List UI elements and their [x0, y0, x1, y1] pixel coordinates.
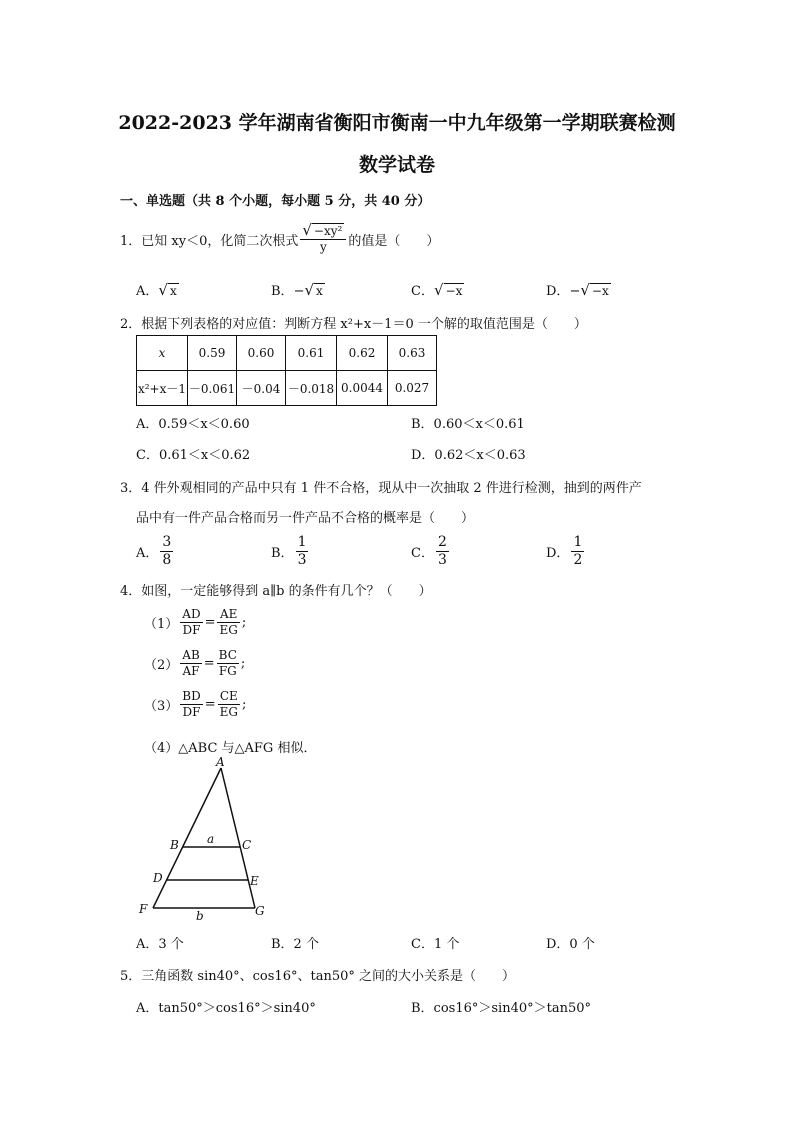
q1-option-c: C．√ −x: [411, 281, 463, 299]
page-title: 2022-2023 学年湖南省衡阳市衡南一中九年级第一学期联赛检测: [118, 112, 676, 134]
table-row: [137, 336, 437, 371]
table-cell: －0.018: [286, 371, 337, 406]
q3-option-d: D． $\frac{1}{2}$: [546, 534, 583, 568]
q3-option-c: C． $\frac{2}{3}$: [411, 534, 447, 568]
label-line-b: b: [196, 909, 204, 923]
q4-option-c: C．1 个: [411, 937, 460, 952]
q4-option-a: A．3 个: [136, 937, 184, 952]
label-d-point: D: [153, 871, 163, 885]
q2-option-a: A．0.59＜x＜0.60: [136, 417, 250, 432]
question-3-stem-line2: 品中有一件产品合格而另一件产品不合格的概率是（ ）: [136, 511, 475, 526]
q1-prefix: 1．已知 xy＜0，化简二次根式: [120, 233, 299, 249]
question-4-stem: 4．如图，一定能够得到 a∥b 的条件有几个？（ ）: [120, 584, 432, 599]
label-line-a: a: [207, 832, 215, 846]
label-b-point: B: [170, 838, 179, 852]
table-cell: 0.0044: [337, 371, 388, 406]
q4-condition-1: （1） $\frac{AD}{DF}$ = $\frac{AE}{EG}$ ;: [144, 607, 247, 637]
label-g-point: G: [255, 904, 265, 918]
label-c-point: C: [242, 838, 252, 852]
label-e-point: E: [250, 874, 259, 888]
q1-radicand: −xy²: [313, 224, 343, 238]
q5-option-b: B．cos16°＞sin40°＞tan50°: [411, 1001, 592, 1016]
q1-denominator: y: [319, 240, 327, 254]
table-cell: 0.027: [388, 371, 437, 406]
q3-option-a: A． $\frac{3}{8}$: [136, 534, 172, 568]
section-heading: 一、单选题（共 8 个小题，每小题 5 分，共 40 分）: [120, 194, 431, 209]
table-cell: 0.63: [388, 336, 437, 371]
question-2-stem: 2．根据下列表格的对应值：判断方程 x²+x－1＝0 一个解的取值范围是（ ）: [120, 317, 587, 332]
q4-condition-4: （4）△ABC 与△AFG 相似．: [144, 741, 317, 756]
table-cell: x: [137, 336, 188, 371]
q2-option-c: C．0.61＜x＜0.62: [136, 448, 251, 463]
q4-condition-3: （3） $\frac{BD}{DF}$ = $\frac{CE}{EG}$ ;: [144, 689, 247, 719]
label-a-point: A: [216, 755, 225, 769]
label-f-point: F: [139, 902, 148, 916]
q1-option-b: B．−√ x: [271, 281, 323, 299]
q1-option-d: D．−√ −x: [546, 281, 609, 299]
q4-option-d: D．0 个: [546, 937, 595, 952]
q1-suffix: 的值是（ ）: [348, 233, 440, 249]
table-cell: －0.04: [237, 371, 286, 406]
table-cell: 0.59: [188, 336, 237, 371]
question-3-stem-line1: 3．4 件外观相同的产品中只有 1 件不合格，现从中一次抽取 2 件进行检测，抽到的两件产: [120, 481, 642, 496]
q2-option-b: B．0.60＜x＜0.61: [411, 417, 525, 432]
q4-triangle-figure: [130, 755, 280, 925]
q3-option-b: B． $\frac{1}{3}$: [271, 534, 307, 568]
table-row: [137, 371, 437, 406]
table-cell: 0.61: [286, 336, 337, 371]
table-cell: x²+x－1: [137, 371, 188, 406]
q2-table: [136, 335, 437, 406]
q4-option-b: B．2 个: [271, 937, 319, 952]
table-cell: 0.60: [237, 336, 286, 371]
question-5-stem: 5．三角函数 sin40°、cos16°、tan50° 之间的大小关系是（ ）: [120, 969, 515, 984]
table-cell: －0.061: [188, 371, 237, 406]
page-subtitle: 数学试卷: [358, 154, 435, 176]
table-cell: 0.62: [337, 336, 388, 371]
q5-option-a: A．tan50°＞cos16°＞sin40°: [136, 1001, 316, 1016]
q2-option-d: D．0.62＜x＜0.63: [411, 448, 526, 463]
question-1-stem: [120, 223, 439, 255]
q1-option-a: A．√ x: [136, 281, 177, 299]
q1-fraction: $\frac{\text{√ −xy²}}{y}$: [300, 223, 346, 255]
q4-condition-2: （2） $\frac{AB}{AF}$ = $\frac{BC}{FG}$ ;: [144, 648, 246, 678]
